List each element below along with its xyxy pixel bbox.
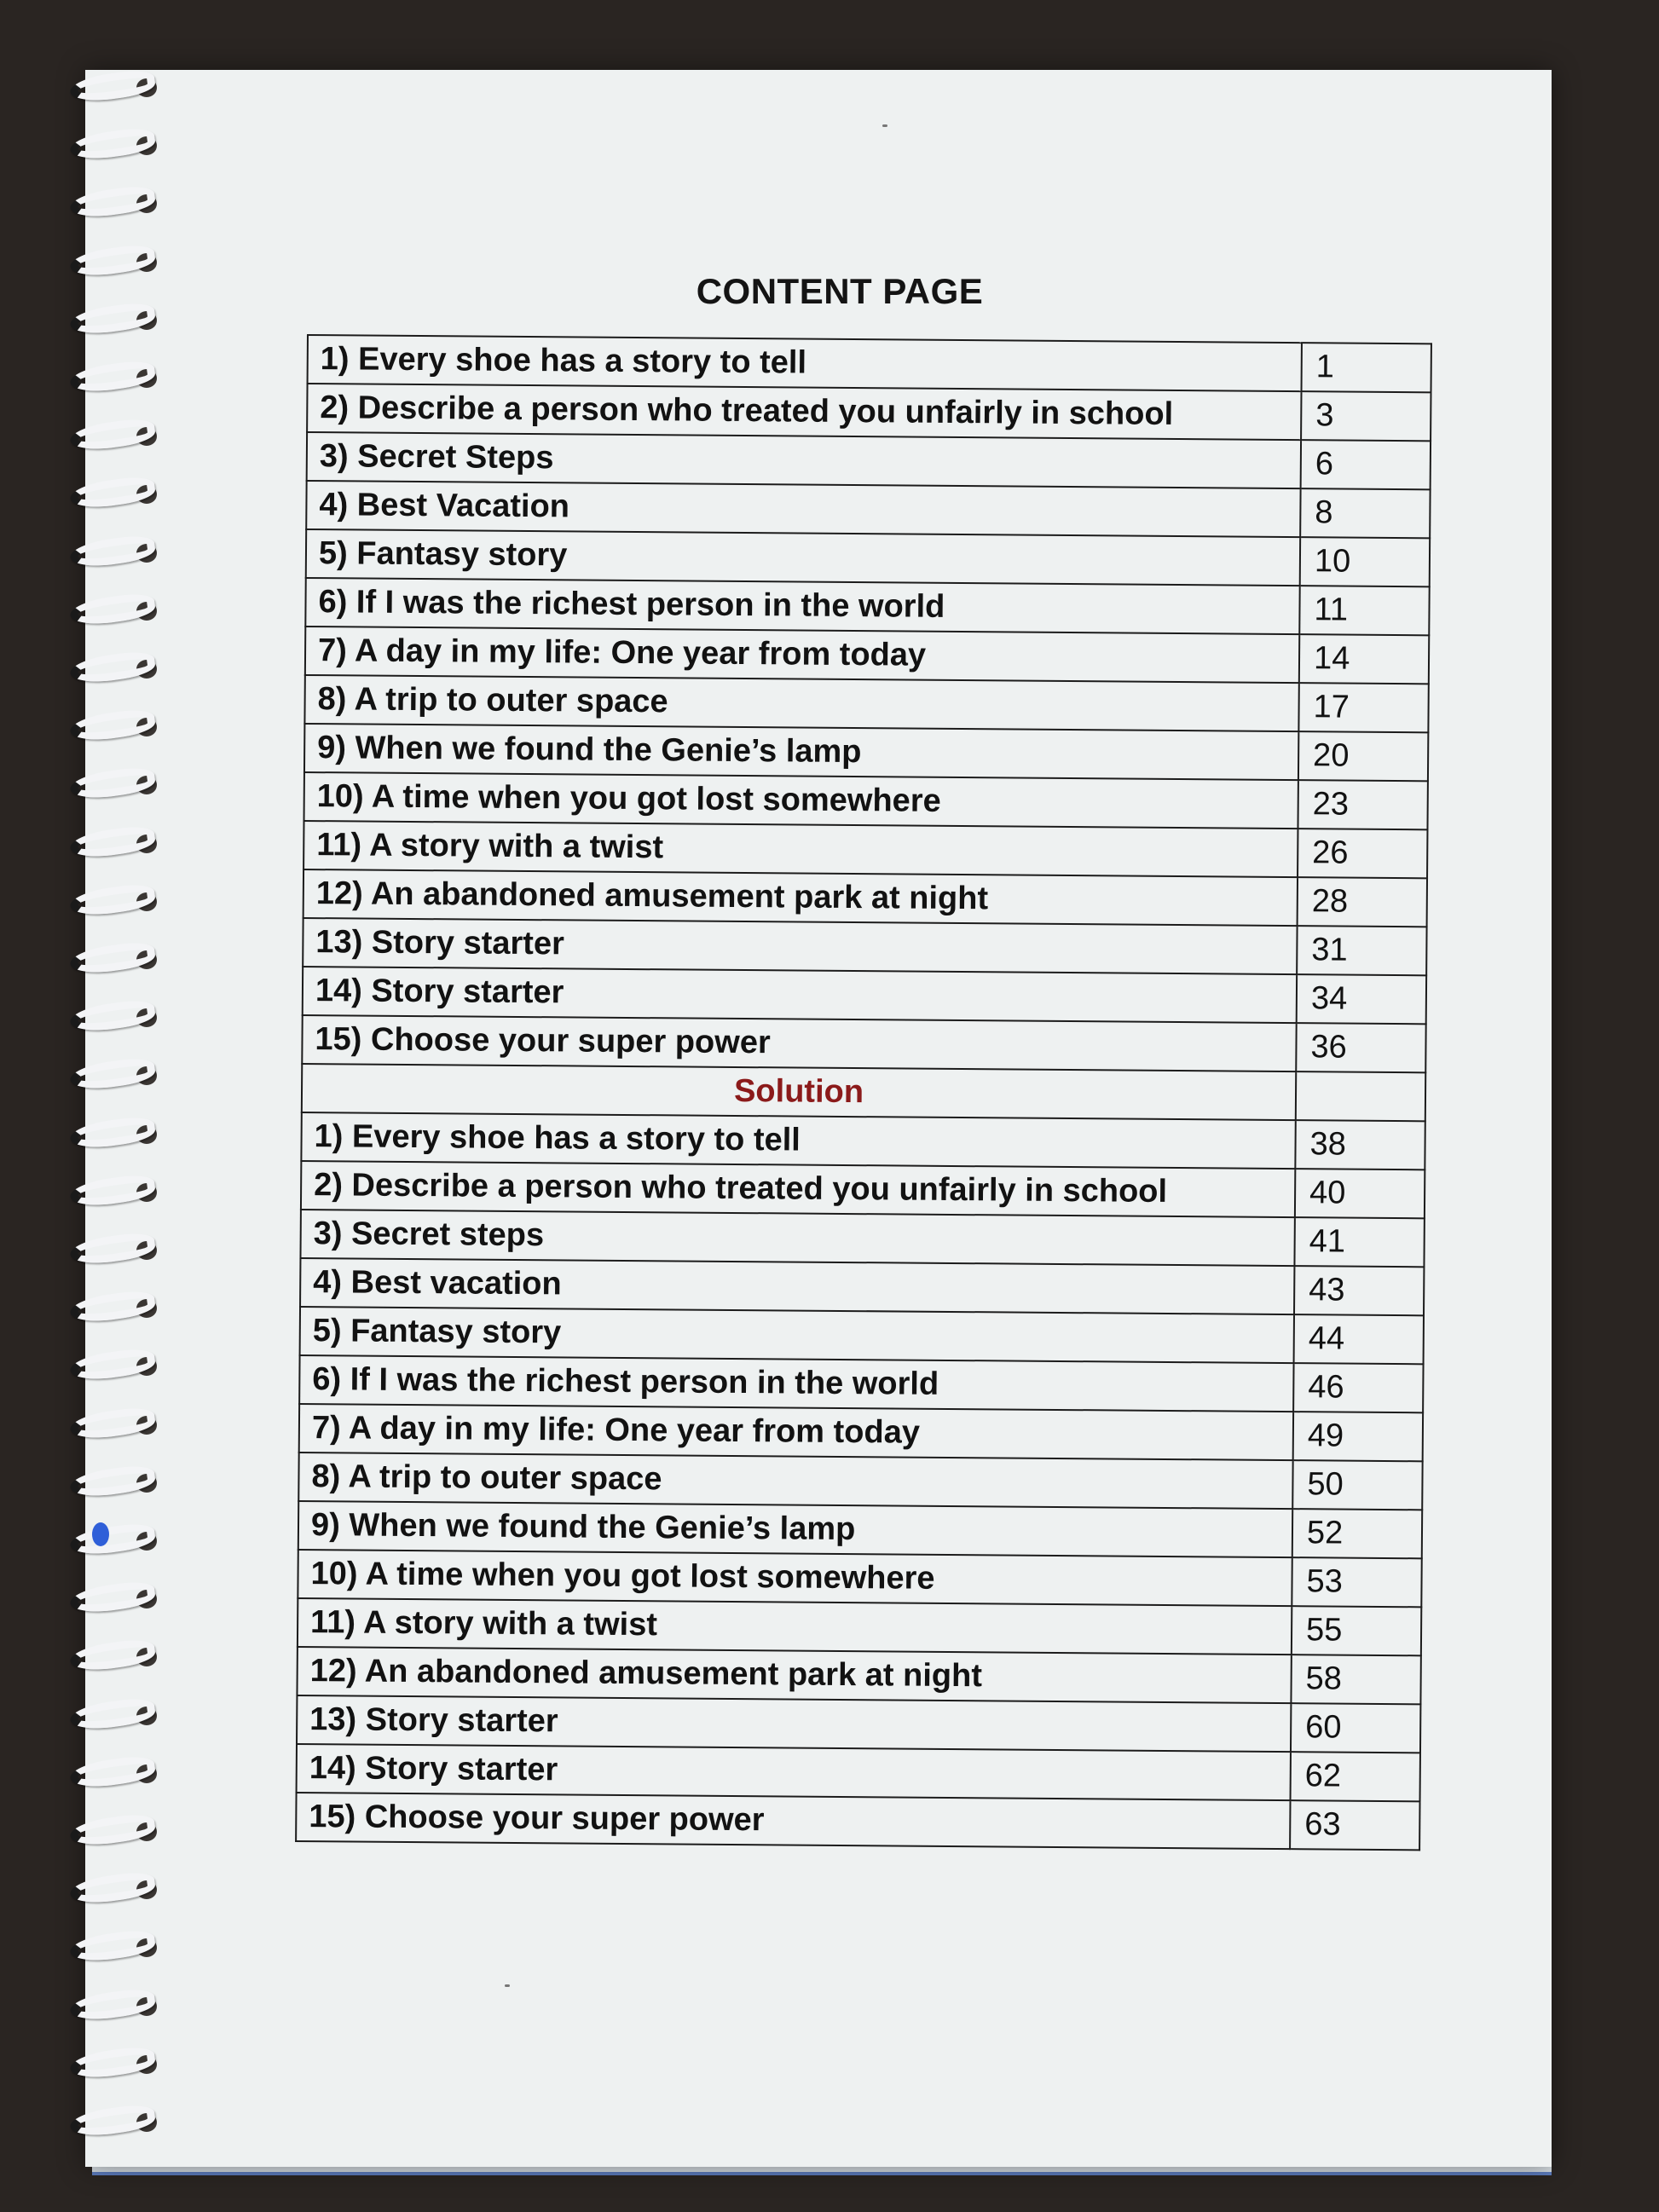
coil-ring xyxy=(68,591,156,628)
toc-entry-title: 3) Secret Steps xyxy=(307,432,1301,488)
toc-entry-title: 15) Choose your super power xyxy=(302,1015,1296,1071)
toc-row xyxy=(301,1112,1425,1170)
coil-ring xyxy=(68,2044,156,2082)
binding-coil xyxy=(51,1347,162,1381)
coil-ring xyxy=(68,475,156,512)
toc-row xyxy=(304,724,1428,781)
binding-coil xyxy=(51,824,162,858)
toc-entry-page: 53 xyxy=(1292,1557,1421,1607)
toc-entry-page: 63 xyxy=(1290,1800,1419,1850)
toc-row xyxy=(300,1307,1424,1364)
toc-row xyxy=(300,1210,1424,1267)
toc-entry-title: 10) A time when you got lost somewhere xyxy=(304,772,1298,829)
coil-ring xyxy=(68,1114,156,1152)
toc-entry-page: 31 xyxy=(1297,926,1426,975)
coil-ring xyxy=(68,358,156,396)
toc-entry-page: 10 xyxy=(1300,537,1430,586)
coil-ring xyxy=(68,1986,156,2024)
toc-entry-page: 50 xyxy=(1292,1460,1422,1510)
binding-coil xyxy=(51,1870,162,1904)
toc-entry-title: 15) Choose your super power xyxy=(296,1793,1290,1849)
toc-entry-page: 58 xyxy=(1291,1655,1420,1704)
toc-entry-title: 1) Every shoe has a story to tell xyxy=(301,1112,1295,1169)
binding-coil xyxy=(51,940,162,974)
toc-entry-title: 11) A story with a twist xyxy=(303,821,1298,877)
toc-entry-page: 8 xyxy=(1300,488,1430,538)
solution-section-heading: Solution xyxy=(302,1064,1296,1120)
binding-coil xyxy=(51,1464,162,1498)
toc-entry-title: 14) Story starter xyxy=(303,967,1297,1023)
toc-row xyxy=(303,869,1427,927)
toc-entry-page: 11 xyxy=(1299,586,1429,635)
toc-entry-title: 1) Every shoe has a story to tell xyxy=(308,335,1302,391)
toc-entry-title: 6) If I was the richest person in the world xyxy=(305,578,1299,634)
binding-coil xyxy=(51,475,162,509)
paper-speck xyxy=(882,124,887,127)
coil-ring xyxy=(68,1230,156,1268)
binding-coil xyxy=(51,1812,162,1846)
binding-coil xyxy=(51,2045,162,2079)
binding-coil xyxy=(51,534,162,568)
binding-coil xyxy=(51,1580,162,1614)
toc-row xyxy=(298,1453,1422,1510)
toc-row xyxy=(297,1695,1420,1753)
toc-row xyxy=(303,918,1426,975)
toc-row xyxy=(306,529,1430,586)
toc-entry-page: 44 xyxy=(1294,1314,1424,1364)
toc-entry-title: 3) Secret steps xyxy=(300,1210,1294,1266)
toc-entry-page: 55 xyxy=(1292,1606,1421,1655)
binding-coil xyxy=(51,707,162,742)
toc-row xyxy=(298,1550,1421,1607)
coil-ring xyxy=(68,881,156,919)
coil-ring xyxy=(68,1753,156,1791)
toc-entry-title: 4) Best Vacation xyxy=(306,481,1300,537)
coil-ring xyxy=(68,765,156,803)
coil-ring xyxy=(68,997,156,1035)
coil-ring xyxy=(68,2102,156,2140)
binding-coil xyxy=(51,68,162,102)
toc-entry-title: 11) A story with a twist xyxy=(298,1598,1292,1655)
toc-row xyxy=(297,1647,1420,1704)
binding-coil xyxy=(51,1696,162,1730)
binding-coil xyxy=(51,417,162,451)
coil-ring xyxy=(68,1637,156,1675)
toc-entry-page: 43 xyxy=(1294,1266,1424,1315)
coil-ring xyxy=(68,1521,156,1558)
coil-ring xyxy=(68,1928,156,1966)
toc-row xyxy=(298,1501,1422,1558)
binding-coil xyxy=(51,592,162,626)
binding-coil xyxy=(51,1115,162,1149)
coil-ring xyxy=(68,300,156,338)
toc-entry-page: 20 xyxy=(1298,731,1428,781)
toc-entry-page: 36 xyxy=(1296,1023,1425,1072)
binding-coil xyxy=(51,882,162,916)
toc-row xyxy=(303,967,1426,1024)
toc-entry-title: 2) Describe a person who treated you unfairly in school xyxy=(307,384,1301,440)
toc-entry-page: 60 xyxy=(1291,1703,1420,1753)
toc-entry-title: 8) A trip to outer space xyxy=(298,1453,1292,1509)
toc-row xyxy=(297,1744,1420,1801)
toc-row xyxy=(304,675,1428,732)
coil-ring xyxy=(68,939,156,977)
toc-row xyxy=(299,1355,1423,1412)
coil-ring xyxy=(68,649,156,686)
binding-coil xyxy=(51,1754,162,1788)
coil-ring xyxy=(68,1463,156,1500)
toc-entry-page: 52 xyxy=(1292,1509,1422,1558)
toc-entry-title: 10) A time when you got lost somewhere xyxy=(298,1550,1292,1606)
toc-entry-page: 26 xyxy=(1298,829,1427,878)
binding-coil xyxy=(51,243,162,277)
toc-entry-page: 1 xyxy=(1302,343,1431,392)
coil-ring xyxy=(68,1056,156,1094)
toc-row xyxy=(305,578,1429,635)
toc-entry-page: 40 xyxy=(1295,1169,1425,1218)
toc-entry-page: 23 xyxy=(1298,780,1427,829)
table-of-contents xyxy=(295,334,1432,1851)
binding-coil xyxy=(51,1637,162,1672)
toc-entry-page: 14 xyxy=(1299,634,1429,684)
toc-entry-title: 14) Story starter xyxy=(297,1744,1291,1800)
toc-entry-page: 41 xyxy=(1294,1217,1424,1267)
binding-coil xyxy=(51,1231,162,1265)
toc-entry-page: 49 xyxy=(1293,1412,1423,1461)
toc-entry-title: 13) Story starter xyxy=(303,918,1297,974)
toc-entry-page: 6 xyxy=(1301,440,1431,489)
toc-entry-title: 9) When we found the Genie’s lamp xyxy=(298,1501,1292,1557)
coil-ring xyxy=(68,1869,156,1907)
toc-entry-title: 5) Fantasy story xyxy=(300,1307,1294,1363)
binding-coil xyxy=(51,1173,162,1207)
toc-row xyxy=(307,432,1431,489)
toc-row xyxy=(301,1161,1425,1218)
toc-entry-page: 28 xyxy=(1298,877,1427,927)
toc-entry-title: 12) An abandoned amusement park at night xyxy=(297,1647,1291,1703)
binding-coil xyxy=(51,1928,162,1962)
toc-entry-title: 6) If I was the richest person in the world xyxy=(299,1355,1293,1412)
toc-row xyxy=(307,384,1431,441)
binding-coil xyxy=(51,1289,162,1323)
binding-coil xyxy=(51,2103,162,2137)
toc-section-row xyxy=(302,1064,1425,1121)
toc-row xyxy=(308,335,1431,392)
toc-row xyxy=(300,1258,1424,1315)
coil-ring xyxy=(68,125,156,163)
toc-row xyxy=(306,481,1430,538)
toc-row xyxy=(302,1015,1425,1072)
toc-entry-title: 7) A day in my life: One year from today xyxy=(299,1404,1293,1460)
coil-ring xyxy=(68,823,156,861)
toc-entry-title: 13) Story starter xyxy=(297,1695,1291,1752)
toc-row xyxy=(304,772,1428,829)
page-title: CONTENT PAGE xyxy=(696,271,984,311)
coil-ring xyxy=(68,707,156,744)
toc-entry-page: 34 xyxy=(1297,974,1426,1024)
coil-ring xyxy=(68,67,156,105)
coil-ring xyxy=(68,184,156,222)
toc-entry-page: 38 xyxy=(1295,1120,1425,1170)
coil-ring xyxy=(68,416,156,453)
toc-entry-page: 3 xyxy=(1301,391,1431,441)
toc-entry-title: 9) When we found the Genie’s lamp xyxy=(304,724,1298,780)
coil-ring xyxy=(68,242,156,280)
coil-ring xyxy=(68,1347,156,1384)
binding-coil xyxy=(51,126,162,160)
coil-ring xyxy=(68,1811,156,1849)
toc-row xyxy=(305,627,1429,684)
binding-coil xyxy=(51,765,162,800)
toc-row xyxy=(299,1404,1423,1461)
binding-coil xyxy=(51,301,162,335)
toc-entry-page-empty xyxy=(1296,1071,1425,1121)
binding-coil xyxy=(51,998,162,1032)
paper-speck xyxy=(505,1984,510,1987)
toc-entry-title: 4) Best vacation xyxy=(300,1258,1294,1314)
toc-row xyxy=(296,1793,1419,1850)
toc-entry-title: 5) Fantasy story xyxy=(306,529,1300,586)
toc-entry-page: 17 xyxy=(1298,683,1428,732)
binding-coil xyxy=(51,650,162,684)
coil-ring xyxy=(68,1695,156,1733)
binding-coil xyxy=(51,1056,162,1090)
toc-row xyxy=(303,821,1427,878)
toc-entry-page: 62 xyxy=(1291,1752,1420,1801)
toc-row xyxy=(298,1598,1421,1655)
pen-mark xyxy=(92,1522,109,1546)
coil-ring xyxy=(68,1579,156,1616)
toc-entry-title: 7) A day in my life: One year from today xyxy=(305,627,1299,683)
toc-entry-title: 12) An abandoned amusement park at night xyxy=(303,869,1298,926)
coil-ring xyxy=(68,1288,156,1325)
spiral-binding xyxy=(51,68,171,2148)
coil-ring xyxy=(68,533,156,570)
binding-coil xyxy=(51,1406,162,1440)
coil-ring xyxy=(68,1172,156,1210)
binding-coil xyxy=(51,184,162,218)
binding-coil xyxy=(51,359,162,393)
toc-entry-title: 8) A trip to outer space xyxy=(304,675,1298,731)
toc-entry-page: 46 xyxy=(1293,1363,1423,1412)
binding-coil xyxy=(51,1987,162,2021)
toc-entry-title: 2) Describe a person who treated you unfairly in school xyxy=(301,1161,1295,1217)
coil-ring xyxy=(68,1405,156,1442)
